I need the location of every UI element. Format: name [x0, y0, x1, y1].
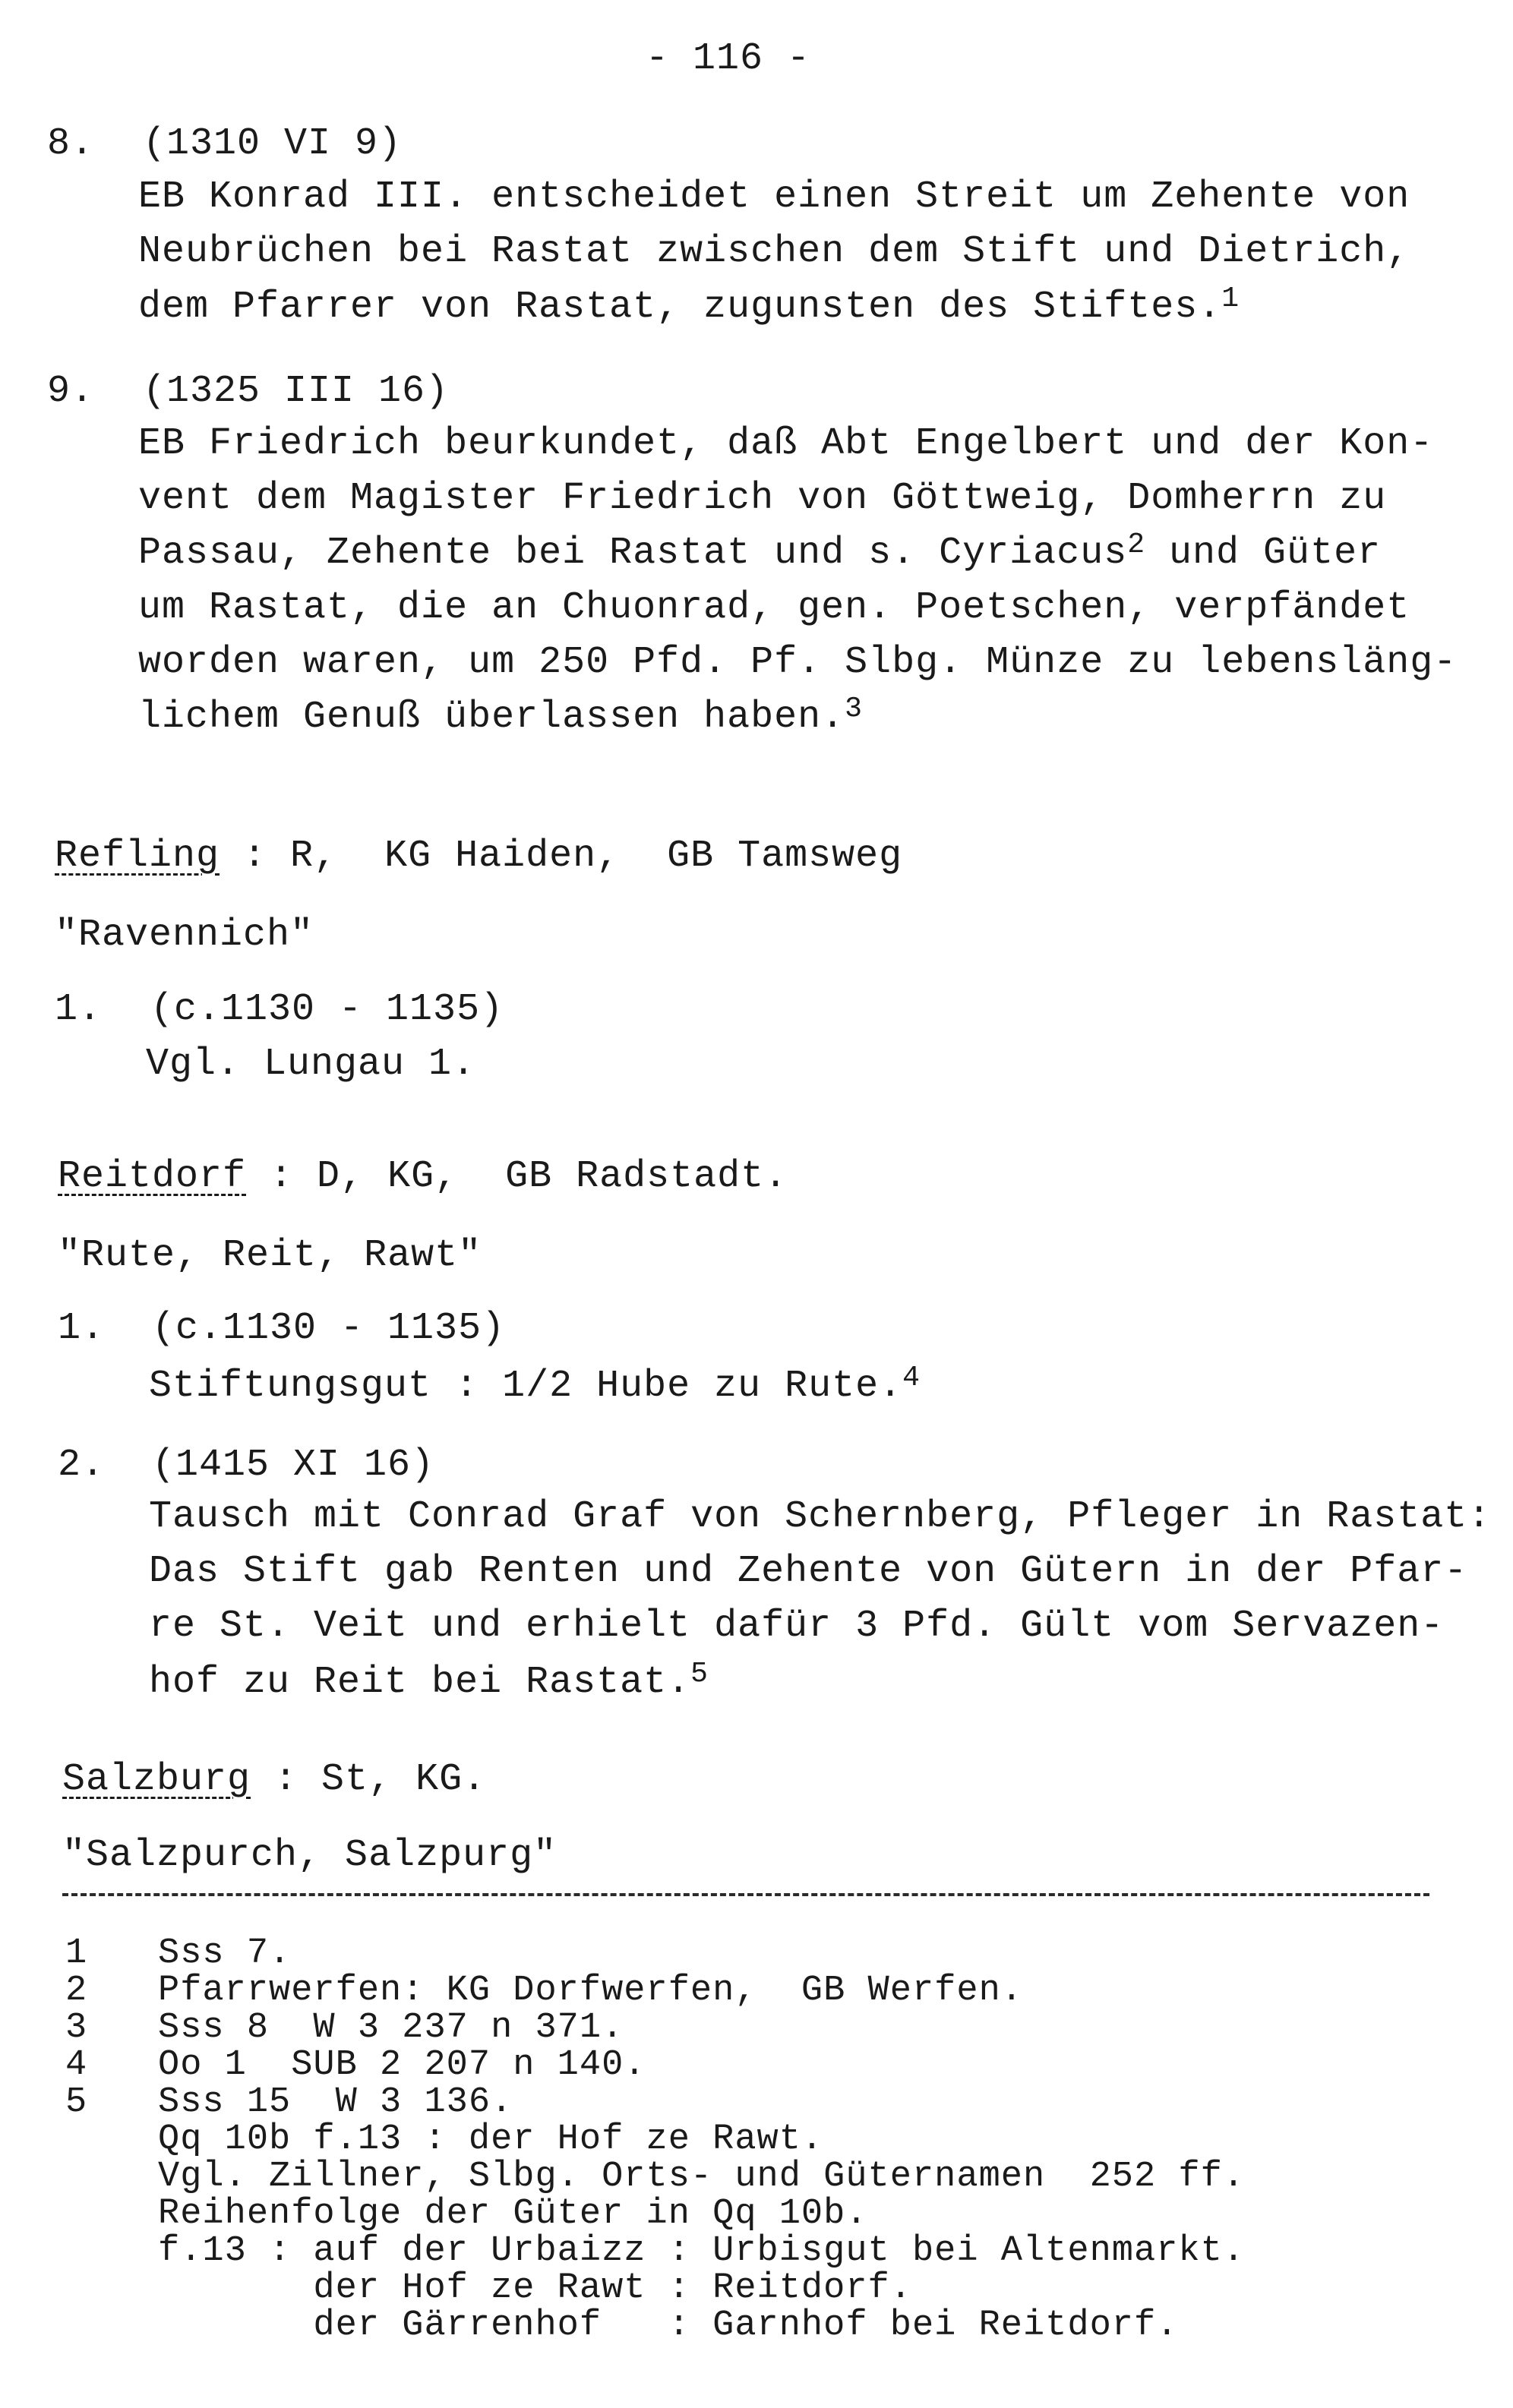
place-info: : D, KG, GB Radstadt.	[246, 1155, 788, 1198]
entry-text: lichem Genuß überlassen haben.	[138, 696, 845, 739]
entry-number: 1.	[55, 988, 103, 1031]
entry-text-line	[138, 695, 863, 743]
entry-text-line: vent dem Magister Friedrich von Göttweig, Domherrn zu	[138, 477, 1387, 520]
footnote-number: 2	[65, 1971, 88, 2011]
entry-text-line: Das Stift gab Renten und Zehente von Gütern in der Pfar-	[149, 1550, 1468, 1593]
entry-text-line: EB Konrad III. entscheidet einen Streit um Zehente von	[138, 175, 1410, 219]
place-name: Refling	[55, 835, 220, 878]
footnote-ref: 3	[845, 693, 863, 725]
entry-date: (1310 VI 9)	[143, 122, 403, 166]
entry-number: 9.	[47, 370, 95, 413]
footnote-text: Sss 8 W 3 237 n 371.	[158, 2008, 624, 2048]
entry-text-line	[149, 1364, 921, 1412]
entry-text-line: EB Friedrich beurkundet, daß Abt Engelbert und der Kon-	[138, 422, 1434, 466]
footnote-text: der Hof ze Rawt : Reitdorf.	[158, 2268, 912, 2309]
footnote-text: der Gärrenhof : Garnhof bei Reitdorf.	[158, 2305, 1179, 2346]
entry-text-line: Neubrüchen bei Rastat zwischen dem Stift und Dietrich,	[138, 230, 1410, 273]
entry-date: (c.1130 - 1135)	[150, 988, 504, 1031]
entry-text: und Güter	[1145, 532, 1382, 575]
place-old-name: "Ravennich"	[55, 914, 314, 957]
place-info: : R, KG Haiden, GB Tamsweg	[220, 835, 903, 878]
entry-text-line	[138, 282, 1240, 333]
entry-number: 8.	[47, 122, 95, 166]
entry-text: dem Pfarrer von Rastat, zugunsten des Stiftes.	[138, 286, 1222, 329]
entry-text-line: Tausch mit Conrad Graf von Schernberg, Pfleger in Rastat:	[149, 1495, 1492, 1539]
entry-text-line: um Rastat, die an Chuonrad, gen. Poetschen, verpfändet	[138, 586, 1410, 630]
footnote-number: 3	[65, 2008, 88, 2048]
footnote-text: Vgl. Zillner, Slbg. Orts- und Güternamen 252 ff.	[158, 2157, 1246, 2197]
place-name: Reitdorf	[58, 1155, 247, 1198]
footnote-number: 4	[65, 2045, 88, 2085]
footnote-ref: 4	[902, 1362, 921, 1394]
footnote-text: Sss 7.	[158, 1933, 292, 1974]
entry-text: Passau, Zehente bei Rastat und s. Cyriacus	[138, 532, 1128, 575]
footnote-text: Reihenfolge der Güter in Qq 10b.	[158, 2194, 868, 2234]
entry-date: (c.1130 - 1135)	[152, 1307, 506, 1350]
place-heading	[58, 1154, 788, 1200]
entry-text-line: Vgl. Lungau 1.	[146, 1043, 476, 1086]
footnote-ref: 1	[1221, 282, 1240, 315]
place-info: : St, KG.	[251, 1758, 487, 1801]
footnote-text: Sss 15 W 3 136.	[158, 2082, 513, 2122]
place-name: Salzburg	[62, 1758, 251, 1801]
place-heading	[62, 1757, 486, 1803]
entry-text-line	[149, 1660, 709, 1708]
footnote-separator	[62, 1893, 1429, 1896]
entry-number: 1.	[58, 1307, 106, 1350]
footnote-text: Oo 1 SUB 2 207 n 140.	[158, 2045, 646, 2085]
footnote-text: Qq 10b f.13 : der Hof ze Rawt.	[158, 2119, 824, 2160]
place-heading	[55, 834, 902, 879]
entry-text-line: worden waren, um 250 Pfd. Pf. Slbg. Münze zu lebensläng-	[138, 641, 1458, 684]
entry-text: hof zu Reit bei Rastat.	[149, 1661, 691, 1704]
footnote-ref: 5	[690, 1658, 709, 1690]
footnote-number: 1	[65, 1933, 88, 1974]
entry-number: 2.	[58, 1444, 106, 1487]
entry-date: (1415 XI 16)	[152, 1444, 435, 1487]
entry-text: Stiftungsgut : 1/2 Hube zu Rute.	[149, 1365, 903, 1408]
footnote-text: Pfarrwerfen: KG Dorfwerfen, GB Werfen.	[158, 1971, 1023, 2011]
footnote-text: f.13 : auf der Urbaizz : Urbisgut bei Altenmarkt.	[158, 2231, 1246, 2271]
entry-date: (1325 III 16)	[143, 370, 450, 413]
footnote-ref: 2	[1127, 529, 1146, 561]
footnote-number: 5	[65, 2082, 88, 2122]
place-old-name: "Rute, Reit, Rawt"	[58, 1234, 482, 1277]
entry-text-line	[138, 531, 1381, 579]
place-old-name: "Salzpurch, Salzpurg"	[62, 1834, 558, 1877]
page-number: - 116 -	[646, 37, 811, 80]
entry-text-line: re St. Veit und erhielt dafür 3 Pfd. Gült vom Servazen-	[149, 1605, 1445, 1648]
